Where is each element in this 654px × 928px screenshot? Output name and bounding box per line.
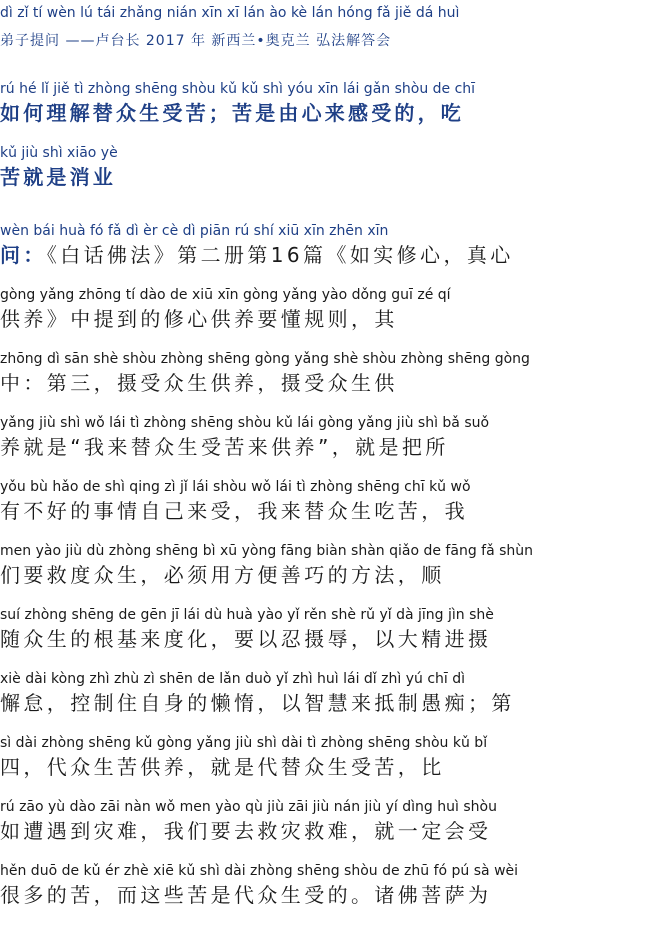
body-text-3: 中：第三，摄受众生供养，摄受众生供 [0,371,398,395]
body-text-11: 很多的苦，而这些苦是代众生受的。诸佛菩萨为 [0,883,492,907]
body-pinyin-2: gòng yǎng zhōng tí dào de xiū xīn gòng yǎng yào dǒng guī zé qí [0,287,451,303]
header-pinyin: dì zǐ tí wèn lú tái zhǎng nián xīn xī lán ào kè lán hóng fǎ jiě dá huì [0,5,460,21]
question-label: 问： [0,243,47,267]
body-text-5: 有不好的事情自己来受，我来替众生吃苦，我 [0,499,468,523]
body-text-1: 《白话佛法》第二册第16篇《如实修心，真心 [46,243,514,267]
body-pinyin-10: rú zāo yù dào zāi nàn wǒ men yào qù jiù zāi jiù nán jiù yí dìng huì shòu [0,799,497,815]
title-line-2: 苦就是消业 [0,165,116,189]
title-pinyin-2: kǔ jiù shì xiāo yè [0,145,118,161]
body-text-9: 四，代众生苦供养，就是代替众生受苦，比 [0,755,445,779]
body-pinyin-1: wèn bái huà fó fǎ dì èr cè dì piān rú shí xiū xīn zhēn xīn [0,223,389,239]
body-pinyin-7: suí zhòng shēng de gēn jī lái dù huà yào yǐ rěn shè rǔ yǐ dà jīng jìn shè [0,607,494,623]
body-text-2: 供养》中提到的修心供养要懂规则，其 [0,307,398,331]
body-pinyin-9: sì dài zhòng shēng kǔ gòng yǎng jiù shì dài tì zhòng shēng shòu kǔ bǐ [0,735,488,751]
body-text-4: 养就是“我来替众生受苦来供养”，就是把所 [0,435,449,459]
body-text-7: 随众生的根基来度化，要以忍摄辱，以大精进摄 [0,627,492,651]
body-pinyin-3: zhōng dì sān shè shòu zhòng shēng gòng yǎng shè shòu zhòng shēng gòng [0,351,530,367]
body-text-10: 如遭遇到灾难，我们要去救灾救难，就一定会受 [0,819,492,843]
title-line-1: 如何理解替众生受苦；苦是由心来感受的，吃 [0,101,464,125]
question-line [0,242,654,268]
header-meta: 弟子提问 ——卢台长 2017 年 新西兰•奥克兰 弘法解答会 [0,33,392,49]
title-pinyin-1: rú hé lǐ jiě tì zhòng shēng shòu kǔ kǔ shì yóu xīn lái gǎn shòu de chī [0,81,476,97]
body-pinyin-5: yǒu bù hǎo de shì qing zì jǐ lái shòu wǒ lái tì zhòng shēng chī kǔ wǒ [0,479,471,495]
body-text-8: 懈怠，控制住自身的懒惰，以智慧来抵制愚痴；第 [0,691,515,715]
body-pinyin-11: hěn duō de kǔ ér zhè xiē kǔ shì dài zhòng shēng shòu de zhū fó pú sà wèi [0,863,519,879]
body-pinyin-8: xiè dài kòng zhì zhù zì shēn de lǎn duò yǐ zhì huì lái dǐ zhì yú chī dì [0,671,466,687]
body-pinyin-6: men yào jiù dù zhòng shēng bì xū yòng fāng biàn shàn qiǎo de fāng fǎ shùn [0,543,534,559]
body-text-6: 们要救度众生，必须用方便善巧的方法，顺 [0,563,445,587]
body-pinyin-4: yǎng jiù shì wǒ lái tì zhòng shēng shòu kǔ lái gòng yǎng jiù shì bǎ suǒ [0,415,490,431]
